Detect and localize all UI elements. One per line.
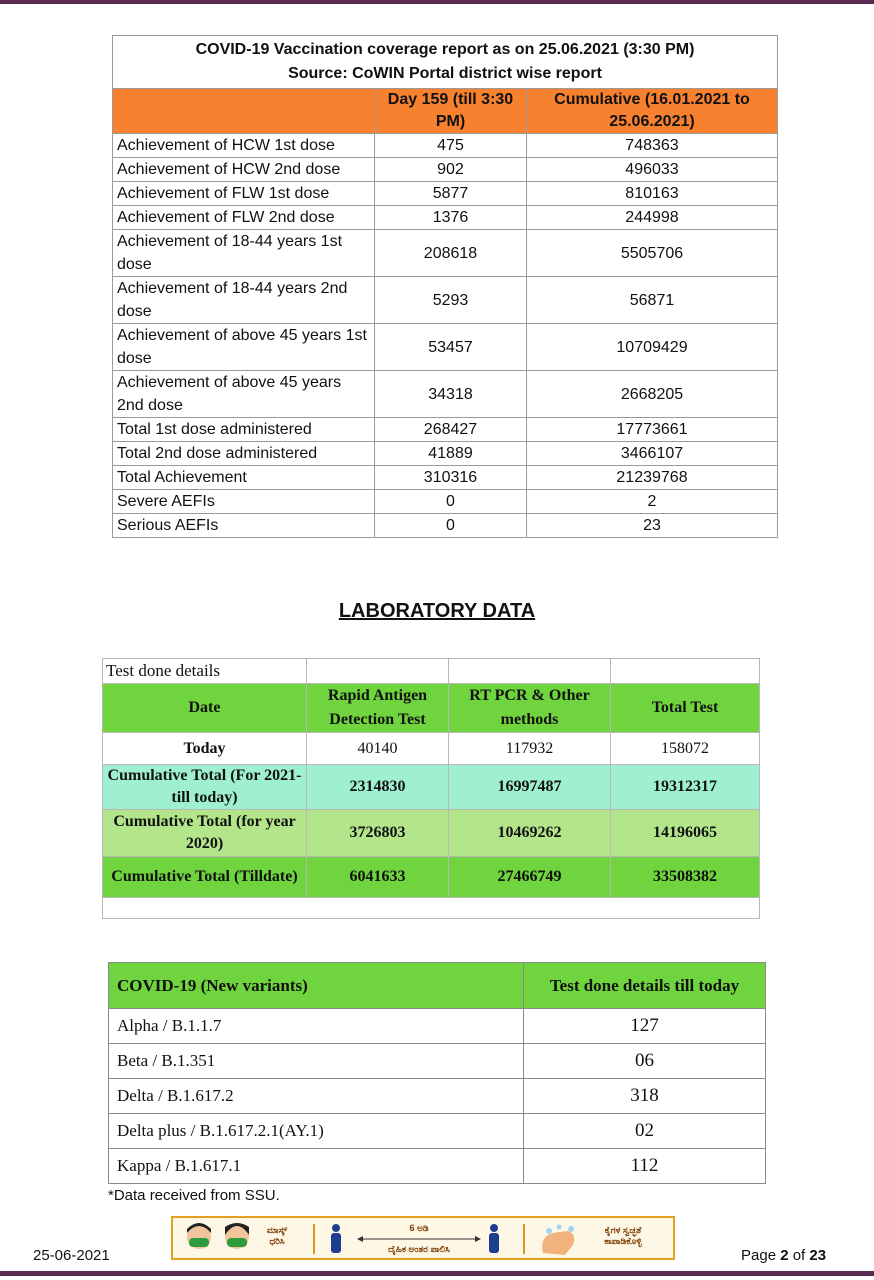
- lab-row-rtpcr: 27466749: [449, 857, 611, 898]
- vaccination-row-day: 41889: [375, 442, 527, 466]
- vaccination-row-cumulative: 2: [527, 490, 778, 514]
- variants-header-count: Test done details till today: [524, 963, 766, 1009]
- vaccination-row: [113, 230, 778, 277]
- lab-caption-empty-1: [307, 659, 449, 684]
- vaccination-row-day: 310316: [375, 466, 527, 490]
- safety-banner: [171, 1216, 675, 1260]
- vaccination-table: [112, 35, 778, 538]
- mask-text: ಮಾಸ್ಕ್ ಧರಿಸಿ: [266, 1225, 288, 1246]
- lab-row-rat: 40140: [307, 733, 449, 765]
- vaccination-row-cumulative: 5505706: [527, 230, 778, 277]
- variant-count: 127: [524, 1009, 766, 1044]
- vaccination-row: [113, 182, 778, 206]
- vaccination-row: [113, 371, 778, 418]
- vaccination-row-day: 34318: [375, 371, 527, 418]
- vaccination-row-label: Achievement of FLW 2nd dose: [113, 206, 375, 230]
- vaccination-row-label: Total 2nd dose administered: [113, 442, 375, 466]
- lab-caption-empty-3: [611, 659, 760, 684]
- lab-row-cumulative-2020: [103, 810, 760, 857]
- lab-row-rat: 2314830: [307, 765, 449, 810]
- handwash-icon: [537, 1223, 583, 1257]
- variants-table: [108, 962, 766, 1184]
- vaccination-row-label: Total Achievement: [113, 466, 375, 490]
- vaccination-row-cumulative: 3466107: [527, 442, 778, 466]
- distance-top-text: 6 ಅಡಿ: [409, 1223, 429, 1233]
- lab-header-row: [103, 684, 760, 733]
- vaccination-row-cumulative: 748363: [527, 134, 778, 158]
- vaccination-row: [113, 206, 778, 230]
- variant-row: [109, 1114, 766, 1149]
- vaccination-row-label: Severe AEFIs: [113, 490, 375, 514]
- lab-row-cumulative-tilldate: [103, 857, 760, 898]
- vaccination-row-day: 475: [375, 134, 527, 158]
- lab-row-total: 14196065: [611, 810, 760, 857]
- variant-name: Delta plus / B.1.617.2.1(AY.1): [109, 1114, 524, 1149]
- variant-row: [109, 1079, 766, 1114]
- lab-row-rtpcr: 16997487: [449, 765, 611, 810]
- variant-count: 112: [524, 1149, 766, 1184]
- lab-row-rat: 3726803: [307, 810, 449, 857]
- lab-row-cumulative-2021: [103, 765, 760, 810]
- vaccination-header-cumulative: Cumulative (16.01.2021 to 25.06.2021): [527, 89, 778, 134]
- page-total: 23: [809, 1247, 827, 1264]
- lab-row-total: 19312317: [611, 765, 760, 810]
- vaccination-row: [113, 490, 778, 514]
- vaccination-title-cell: [113, 36, 778, 89]
- laboratory-table: [102, 658, 760, 919]
- page-current: 2: [780, 1247, 789, 1264]
- variant-count: 318: [524, 1079, 766, 1114]
- variant-name: Beta / B.1.351: [109, 1044, 524, 1079]
- vaccination-row: [113, 418, 778, 442]
- hands-text: ಕೈಗಳ ಸ್ವಚ್ಛತೆ ಕಾಪಾಡಿಕೊಳ್ಳಿ: [604, 1225, 642, 1246]
- mask-faces-icon: [181, 1223, 263, 1255]
- lab-empty-row: [103, 898, 760, 919]
- vaccination-row-cumulative: 244998: [527, 206, 778, 230]
- variant-row: [109, 1009, 766, 1044]
- person-left-icon: [327, 1223, 345, 1255]
- vaccination-row-day: 268427: [375, 418, 527, 442]
- data-source-note: *Data received from SSU.: [108, 1187, 280, 1204]
- vaccination-row-day: 902: [375, 158, 527, 182]
- variant-count: 06: [524, 1044, 766, 1079]
- vaccination-row-cumulative: 10709429: [527, 324, 778, 371]
- lab-row-label: Today: [103, 733, 307, 765]
- banner-divider: [523, 1224, 525, 1254]
- vaccination-row-day: 53457: [375, 324, 527, 371]
- vaccination-row-cumulative: 2668205: [527, 371, 778, 418]
- vaccination-row-label: Achievement of 18-44 years 2nd dose: [113, 277, 375, 324]
- vaccination-row-cumulative: 56871: [527, 277, 778, 324]
- variant-row: [109, 1044, 766, 1079]
- footer-date: 25-06-2021: [33, 1247, 110, 1264]
- vaccination-row-day: 1376: [375, 206, 527, 230]
- laboratory-heading: [0, 600, 874, 623]
- lab-row-label: Cumulative Total (Tilldate): [103, 857, 307, 898]
- vaccination-row-cumulative: 810163: [527, 182, 778, 206]
- person-right-icon: [485, 1223, 503, 1255]
- variant-name: Alpha / B.1.1.7: [109, 1009, 524, 1044]
- vaccination-row: [113, 514, 778, 538]
- lab-row-rat: 6041633: [307, 857, 449, 898]
- vaccination-title: COVID-19 Vaccination coverage report as on 25.06.2021 (3:30 PM): [195, 41, 695, 58]
- lab-caption: Test done details: [103, 659, 307, 684]
- lab-header-rtpcr: RT PCR & Other methods: [449, 684, 611, 733]
- vaccination-row: [113, 442, 778, 466]
- variant-row: [109, 1149, 766, 1184]
- distance-arrow-icon: [357, 1235, 481, 1243]
- vaccination-row-label: Achievement of FLW 1st dose: [113, 182, 375, 206]
- page-prefix: Page: [741, 1247, 781, 1264]
- vaccination-row: [113, 158, 778, 182]
- vaccination-header-day: Day 159 (till 3:30 PM): [375, 89, 527, 134]
- vaccination-row-cumulative: 23: [527, 514, 778, 538]
- vaccination-header-blank: [113, 89, 375, 134]
- laboratory-heading-text: LABORATORY DATA: [338, 600, 536, 622]
- vaccination-row-day: 5293: [375, 277, 527, 324]
- vaccination-row-label: Serious AEFIs: [113, 514, 375, 538]
- vaccination-row-label: Achievement of above 45 years 2nd dose: [113, 371, 375, 418]
- variants-header-name: COVID-19 (New variants): [109, 963, 524, 1009]
- vaccination-row-label: Achievement of 18-44 years 1st dose: [113, 230, 375, 277]
- vaccination-row: [113, 466, 778, 490]
- lab-row-rtpcr: 117932: [449, 733, 611, 765]
- variant-name: Delta / B.1.617.2: [109, 1079, 524, 1114]
- lab-empty-cell: [103, 898, 760, 919]
- lab-row-total: 158072: [611, 733, 760, 765]
- distance-bottom-text: ದೈಹಿಕ ಅಂತರ ಪಾಲಿಸಿ: [388, 1244, 450, 1254]
- lab-row-today: [103, 733, 760, 765]
- lab-header-date: Date: [103, 684, 307, 733]
- vaccination-header-row: [113, 89, 778, 134]
- vaccination-row-day: 0: [375, 514, 527, 538]
- footer-page-number: [741, 1247, 826, 1264]
- vaccination-row: [113, 277, 778, 324]
- page-mid: of: [788, 1247, 810, 1264]
- vaccination-title-row: [113, 36, 778, 89]
- page-top-border: [0, 0, 874, 4]
- lab-row-label: Cumulative Total (for year 2020): [103, 810, 307, 857]
- vaccination-row-cumulative: 17773661: [527, 418, 778, 442]
- vaccination-row: [113, 324, 778, 371]
- variant-name: Kappa / B.1.617.1: [109, 1149, 524, 1184]
- lab-header-rat: Rapid Antigen Detection Test: [307, 684, 449, 733]
- vaccination-row: [113, 134, 778, 158]
- vaccination-row-day: 5877: [375, 182, 527, 206]
- vaccination-row-day: 208618: [375, 230, 527, 277]
- vaccination-row-day: 0: [375, 490, 527, 514]
- vaccination-source: Source: CoWIN Portal district wise report: [288, 65, 602, 82]
- variant-count: 02: [524, 1114, 766, 1149]
- lab-row-label: Cumulative Total (For 2021- till today): [103, 765, 307, 810]
- banner-divider: [313, 1224, 315, 1254]
- vaccination-row-label: Achievement of HCW 2nd dose: [113, 158, 375, 182]
- page-bottom-border: [0, 1271, 874, 1276]
- vaccination-row-label: Achievement of HCW 1st dose: [113, 134, 375, 158]
- lab-header-total: Total Test: [611, 684, 760, 733]
- lab-row-rtpcr: 10469262: [449, 810, 611, 857]
- lab-caption-empty-2: [449, 659, 611, 684]
- vaccination-row-cumulative: 21239768: [527, 466, 778, 490]
- lab-row-total: 33508382: [611, 857, 760, 898]
- vaccination-row-label: Achievement of above 45 years 1st dose: [113, 324, 375, 371]
- variants-header-row: [109, 963, 766, 1009]
- lab-caption-row: [103, 659, 760, 684]
- vaccination-row-label: Total 1st dose administered: [113, 418, 375, 442]
- vaccination-row-cumulative: 496033: [527, 158, 778, 182]
